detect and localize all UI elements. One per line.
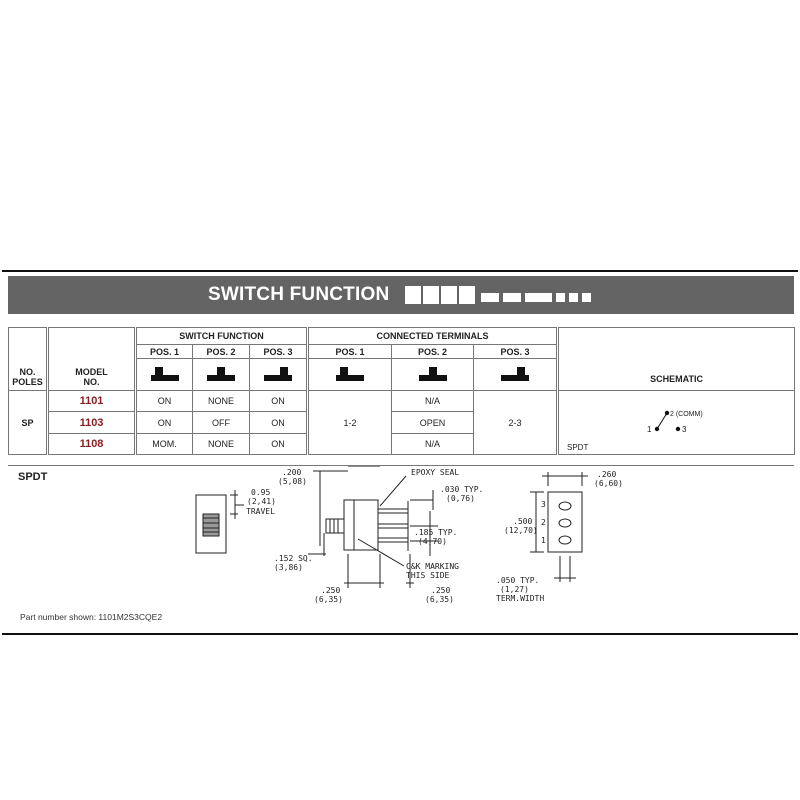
- dim-185-a: .185 TYP.: [414, 528, 458, 537]
- actuator-right-icon: [264, 367, 292, 381]
- header-no-poles: [9, 328, 48, 391]
- dim-travel-a: 0.95: [251, 488, 271, 497]
- header-connected-terminals: CONNECTED TERMINALS: [308, 328, 558, 345]
- dim-260-a: .260: [597, 470, 617, 479]
- pn-box: [490, 293, 499, 302]
- header-switch-function: SWITCH FUNCTION: [136, 328, 308, 345]
- pn-box: [534, 293, 543, 302]
- header-model-line1: MODEL: [75, 367, 108, 377]
- pn-box: [481, 293, 490, 302]
- dimension-drawing: [8, 465, 794, 631]
- actuator-left-icon: [336, 367, 364, 381]
- dim-250b-a: .250: [431, 586, 451, 595]
- model-cell: 1103: [48, 412, 136, 434]
- pn-box: [525, 293, 534, 302]
- pn-box: [582, 293, 591, 302]
- header-no-poles-line1: NO.: [19, 367, 36, 377]
- spdt-schematic-icon: [559, 391, 796, 454]
- pn-box: [405, 286, 421, 304]
- ct-pos2-cell: N/A: [392, 434, 474, 455]
- header-ct-pos3: POS. 3: [474, 345, 558, 359]
- header-schematic: SCHEMATIC: [558, 328, 795, 391]
- model-cell: 1101: [48, 391, 136, 412]
- model-cell: 1108: [48, 434, 136, 455]
- part-number-shown: Part number shown: 1101M2S3CQE2: [20, 612, 163, 622]
- schematic-comm-label: 2 (COMM): [670, 411, 703, 418]
- dim-030-a: .030 TYP.: [440, 485, 484, 494]
- pn-box: [459, 286, 475, 304]
- dim-050-b: (1,27): [500, 585, 529, 594]
- actuator-pos1: [136, 359, 193, 391]
- dim-185-b: (4,70): [418, 537, 447, 546]
- sf-cell: ON: [136, 391, 193, 412]
- dim-termwidth: TERM.WIDTH: [496, 594, 545, 603]
- dim-travel-b: (2,41): [247, 497, 276, 506]
- sf-cell: NONE: [193, 391, 250, 412]
- header-sf-pos1: POS. 1: [136, 345, 193, 359]
- sf-cell: ON: [250, 391, 308, 412]
- dim-200-b: (5,08): [278, 477, 307, 486]
- datasheet-section: [2, 270, 798, 635]
- dim-200-a: .200: [282, 468, 302, 477]
- sf-cell: OFF: [193, 412, 250, 434]
- sf-cell: ON: [250, 412, 308, 434]
- switch-body-shape: [344, 500, 378, 550]
- header-no-poles-line2: POLES: [12, 377, 43, 387]
- sf-cell: ON: [250, 434, 308, 455]
- pn-box: [556, 293, 565, 302]
- header-ct-pos2: POS. 2: [392, 345, 474, 359]
- dim-152-a: .152 SQ.: [274, 554, 313, 563]
- schematic-cell: [558, 391, 795, 455]
- dim-250a-a: .250: [321, 586, 341, 595]
- actuator-pos2: [193, 359, 250, 391]
- dim-epoxy-seal: EPOXY SEAL: [411, 468, 460, 477]
- drawing-heading: SPDT: [18, 471, 48, 483]
- pn-box: [543, 293, 552, 302]
- ct-pos3-cell: 2-3: [474, 391, 558, 455]
- schematic-3-label: 3: [682, 425, 687, 434]
- dim-marking-b: THIS SIDE: [406, 571, 450, 580]
- slider-actuator-shape: [203, 514, 219, 536]
- actuator-center-icon: [207, 367, 235, 381]
- dim-500-b: (12,70): [504, 526, 538, 535]
- dim-152-b: (3,86): [274, 563, 303, 572]
- header-sf-pos3: POS. 3: [250, 345, 308, 359]
- terminal-2-label: 2: [541, 518, 546, 527]
- pn-box: [503, 293, 512, 302]
- dim-travel-label: TRAVEL: [246, 507, 275, 516]
- pn-box: [569, 293, 578, 302]
- dim-260-b: (6,60): [594, 479, 623, 488]
- actuator-stem-shape: [326, 519, 344, 533]
- dim-500-a: .500: [513, 517, 533, 526]
- poles-cell: SP: [9, 391, 48, 455]
- schematic-1-label: 1: [647, 425, 652, 434]
- terminal-1-label: 1: [541, 536, 546, 545]
- terminal-end-view-shape: [548, 492, 582, 552]
- ct-pos2-cell: OPEN: [392, 412, 474, 434]
- pn-box: [423, 286, 439, 304]
- dim-050-a: .050 TYP.: [496, 576, 540, 585]
- actuator-center-icon: [419, 367, 447, 381]
- terminal-3-label: 3: [541, 500, 546, 509]
- dim-250b-b: (6,35): [425, 595, 454, 604]
- sf-cell: MOM.: [136, 434, 193, 455]
- actuator-left-icon: [151, 367, 179, 381]
- sf-cell: ON: [136, 412, 193, 434]
- header-sf-pos2: POS. 2: [193, 345, 250, 359]
- section-title: SWITCH FUNCTION: [208, 284, 390, 305]
- switch-outline-drawing: [8, 466, 794, 631]
- ct-pos1-cell: 1-2: [308, 391, 392, 455]
- ct-pos2-cell: N/A: [392, 391, 474, 412]
- actuator-ct-pos2: [392, 359, 474, 391]
- dim-250a-b: (6,35): [314, 595, 343, 604]
- header-model-line2: NO.: [83, 377, 100, 387]
- sf-cell: NONE: [193, 434, 250, 455]
- actuator-right-icon: [501, 367, 529, 381]
- schematic-type-label: SPDT: [567, 443, 589, 452]
- header-model: [48, 328, 136, 391]
- header-ct-pos1: POS. 1: [308, 345, 392, 359]
- actuator-pos3: [250, 359, 308, 391]
- dim-030-b: (0,76): [446, 494, 475, 503]
- pn-box: [512, 293, 521, 302]
- switch-function-table: [8, 327, 795, 455]
- dim-marking-a: C&K MARKING: [406, 562, 459, 571]
- pn-box: [441, 286, 457, 304]
- actuator-ct-pos1: [308, 359, 392, 391]
- title-bar: [8, 276, 794, 314]
- actuator-ct-pos3: [474, 359, 558, 391]
